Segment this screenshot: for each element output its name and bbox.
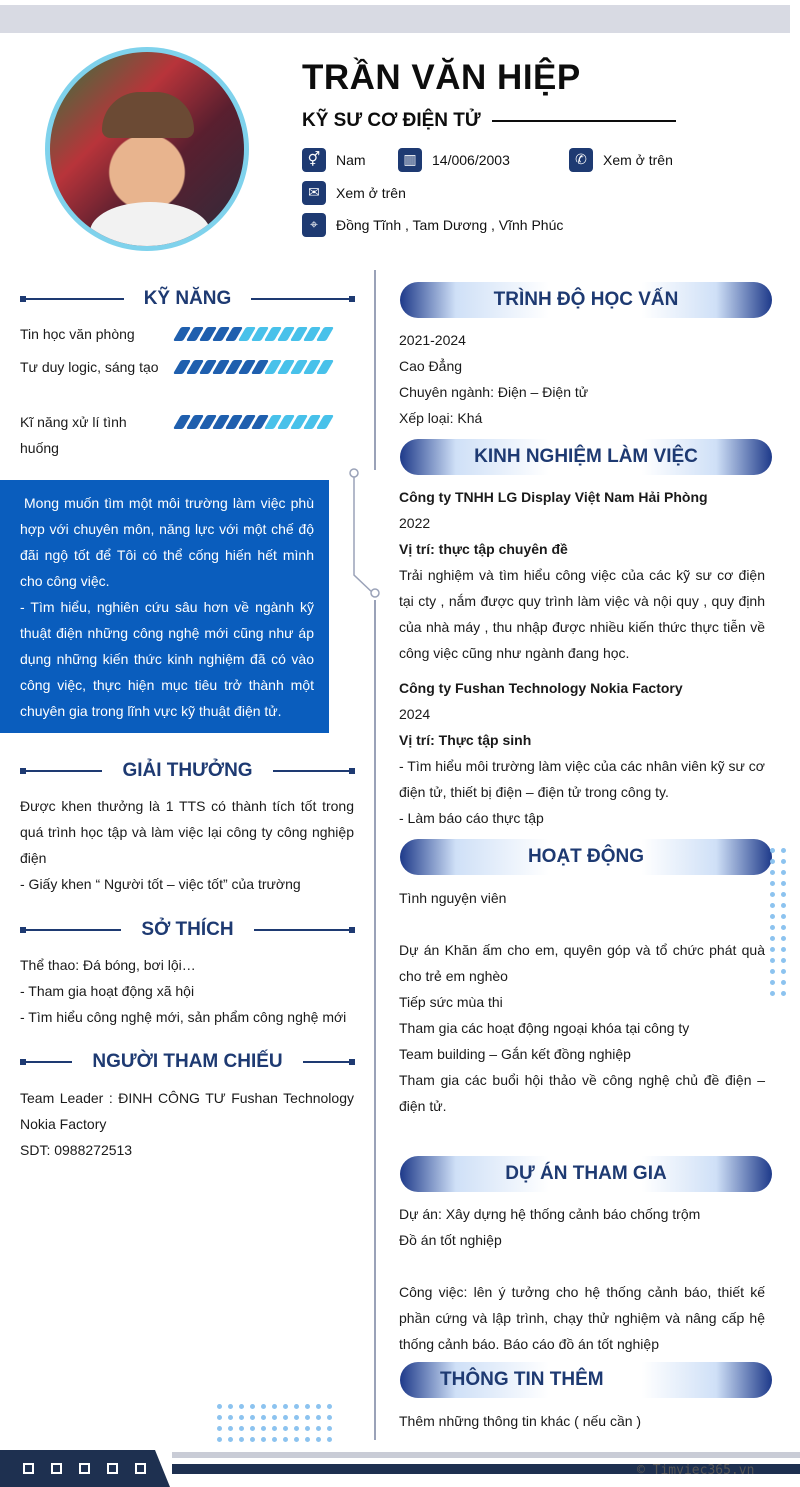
hobby-item: - Tìm hiểu công nghệ mới, sản phẩm công nghệ mới [20, 1009, 347, 1025]
education-heading: TRÌNH ĐỘ HỌC VẤN [400, 282, 772, 318]
projects-heading: DỰ ÁN THAM GIA [400, 1156, 772, 1192]
activities-text [399, 885, 765, 1119]
email-icon: ✉ [302, 181, 326, 205]
job-company: Công ty Fushan Technology Nokia Factory [399, 680, 683, 696]
project-item: Dự án: Xây dựng hệ thống cảnh báo chống trộm [399, 1206, 701, 1222]
skill-bar [177, 415, 330, 429]
hobby-item: Thể thao: Đá bóng, bơi lội… [20, 957, 196, 973]
email-value: Xem ở trên [336, 185, 406, 201]
activity-item: Dự án Khăn ấm cho em, quyên góp và tổ chức phát quà cho trẻ em nghèo [399, 942, 765, 984]
references-heading: NGƯỜI THAM CHIẾU [20, 1050, 355, 1074]
timeline-line-lower [374, 600, 376, 1440]
phone-value: Xem ở trên [603, 152, 673, 168]
skill-bar [177, 327, 330, 341]
education-grade: Xếp loại: Khá [399, 410, 483, 426]
skill-item: Tin học văn phòng [20, 326, 135, 342]
education-text [399, 327, 765, 431]
education-years: 2021-2024 [399, 332, 466, 348]
skill-item: Kĩ năng xử lí tình huống [20, 414, 127, 456]
activity-role: Tình nguyện viên [399, 890, 507, 906]
experience-heading: KINH NGHIỆM LÀM VIỆC [400, 439, 772, 475]
avatar [45, 47, 249, 251]
phone-icon: ✆ [569, 148, 593, 172]
awards-text [20, 793, 354, 897]
award-item: Được khen thưởng là 1 TTS có thành tích tốt trong quá trình học tập và làm việc lại công ty công nghiệp điện [20, 798, 354, 866]
phone-row [569, 148, 673, 172]
project-description: Công việc: lên ý tưởng cho hệ thống cảnh báo, thiết kế phần cứng và lập trình, chạy thử nghiệm và nâng cấp hệ thống cảnh báo. Báo cáo đồ án tốt nghiệp [399, 1284, 765, 1352]
objective-p1: Mong muốn tìm một môi trường làm việc phù hợp với chuyên môn, năng lực với một chế độ đãi ngộ tốt để Tôi có thể cống hiến hết mình cho công việc. [20, 495, 314, 589]
birthday-row [398, 148, 510, 172]
activity-item: Team building – Gắn kết đồng nghiệp [399, 1046, 631, 1062]
education-major: Chuyên ngành: Điện – Điện tử [399, 384, 589, 400]
timeline-line [374, 270, 376, 470]
cake-icon: ▥ [398, 148, 422, 172]
references-text [20, 1085, 354, 1163]
hobby-item: - Tham gia hoạt động xã hội [20, 983, 195, 999]
job-company: Công ty TNHH LG Display Việt Nam Hải Phòng [399, 489, 708, 505]
education-school: Cao Đẳng [399, 358, 463, 374]
projects-text [399, 1201, 765, 1357]
gender-value: Nam [336, 152, 366, 168]
address-value: Đồng Tĩnh , Tam Dương , Vĩnh Phúc [336, 217, 564, 233]
profile-photo [50, 52, 244, 246]
skills-heading: KỸ NĂNG [20, 287, 355, 311]
job-description: - Tìm hiểu môi trường làm việc của các nhân viên kỹ sư cơ điện tử, thiết bị điện – điện tử trong công ty. [399, 758, 765, 800]
candidate-name: TRẦN VĂN HIỆP [302, 58, 581, 97]
job-position: Vị trí: thực tập chuyên đề [399, 541, 568, 557]
reference-item: Team Leader : ĐINH CÔNG TƯ Fushan Technology Nokia Factory [20, 1090, 354, 1132]
top-bar [0, 5, 790, 33]
activities-heading: HOẠT ĐỘNG [400, 839, 772, 875]
email-row [302, 181, 406, 205]
title-divider [492, 120, 676, 122]
decorative-dots [217, 1404, 332, 1442]
location-icon: ⌖ [302, 213, 326, 237]
skill-bar [177, 360, 330, 374]
decorative-dots [770, 848, 786, 996]
activity-item: Tham gia các buổi hội thảo về công nghệ chủ đề điện – điện tử. [399, 1072, 765, 1114]
award-item: - Giấy khen “ Người tốt – việc tốt” của trường [20, 876, 301, 892]
job-title: KỸ SƯ CƠ ĐIỆN TỬ [302, 110, 481, 131]
birthday-value: 14/006/2003 [432, 152, 510, 168]
job-position: Vị trí: Thực tập sinh [399, 732, 532, 748]
career-objective [0, 480, 329, 733]
extra-text [399, 1408, 765, 1434]
reference-phone: SDT: 0988272513 [20, 1142, 133, 1158]
objective-p2: - Tìm hiểu, nghiên cứu sâu hơn về ngành kỹ thuật điện những công nghệ mới cũng như áp dụng những kiến thức kinh nghiệm đã có vào công việc, thực hiện mục tiêu trở thành một chuyên gia trong lĩnh vực kỹ thuật điện tử. [20, 599, 314, 719]
extra-heading: THÔNG TIN THÊM [400, 1362, 772, 1398]
job-year: 2024 [399, 706, 431, 722]
watermark: © Timviec365.vn [637, 1463, 755, 1478]
activity-item: Tiếp sức mùa thi [399, 994, 503, 1010]
awards-heading: GIẢI THƯỞNG [20, 759, 355, 783]
activity-item: Tham gia các hoạt động ngoại khóa tại công ty [399, 1020, 690, 1036]
job-description: Trải nghiệm và tìm hiểu công việc của các kỹ sư cơ điện tại cty , nắm được quy trình làm việc và nội quy , quy định của nhà máy , thu nhập được nhiều kiến thức thực tiễn về công việc cũng như ngành đang học. [399, 567, 765, 661]
extra-item: Thêm những thông tin khác ( nếu cần ) [399, 1413, 642, 1429]
timeline-connector [345, 465, 385, 605]
address-row [302, 213, 563, 237]
gender-icon: ⚥ [302, 148, 326, 172]
job-description: - Làm báo cáo thực tập [399, 810, 544, 826]
hobbies-heading: SỞ THÍCH [20, 918, 355, 942]
experience-job1 [399, 484, 765, 666]
project-item: Đồ án tốt nghiệp [399, 1232, 502, 1248]
job-year: 2022 [399, 515, 431, 531]
gender-row [302, 148, 366, 172]
hobbies-text [20, 952, 354, 1030]
skill-item: Tư duy logic, sáng tạo [20, 359, 159, 375]
experience-job2 [399, 675, 765, 831]
